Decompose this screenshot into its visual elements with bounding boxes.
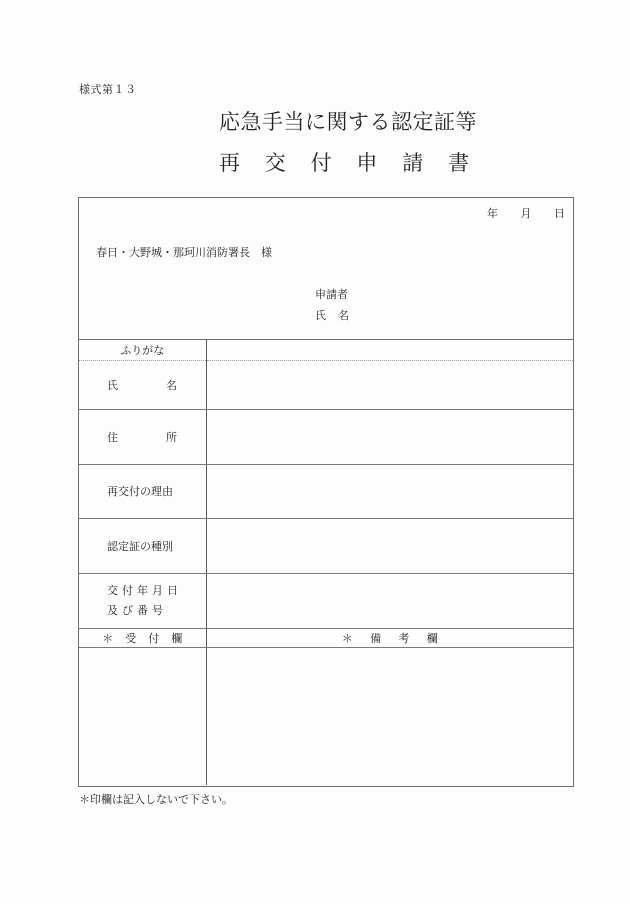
- reason-label: 再交付の理由: [79, 464, 206, 518]
- row-certificate-type: [79, 518, 573, 573]
- title-sub: [219, 147, 469, 177]
- form-number: 様式第１３: [79, 83, 137, 96]
- title-sub-char: 請: [402, 151, 424, 175]
- title-main: 応急手当に関する認定証等: [219, 110, 477, 134]
- certificate-type-blank: [206, 518, 573, 573]
- title-sub-char: 付: [310, 151, 332, 175]
- title-sub-char: 申: [356, 151, 378, 175]
- header-block: [79, 198, 573, 340]
- fields-table: [79, 340, 573, 785]
- issue-date-blank: [206, 573, 573, 628]
- title-sub-char: 交: [264, 151, 286, 175]
- reason-blank: [206, 464, 573, 518]
- applicant-name-label: 氏 名: [315, 309, 349, 322]
- date-year-label: 年: [487, 207, 498, 220]
- row-office-headings: [79, 628, 573, 647]
- row-name: [79, 360, 573, 409]
- row-reason: [79, 464, 573, 518]
- certificate-type-label: 認定証の種別: [79, 518, 206, 573]
- row-address: [79, 409, 573, 464]
- reception-blank: [79, 647, 206, 785]
- address-blank: [206, 409, 573, 464]
- title-sub-char: 再: [219, 151, 240, 175]
- date-month-label: 月: [520, 207, 532, 220]
- date-line: [487, 205, 565, 221]
- remarks-heading: ＊ 備 考 欄: [206, 628, 573, 647]
- row-furigana: [79, 340, 573, 360]
- issue-date-label: 交付年月日 及び番号: [79, 573, 206, 628]
- form-frame: [78, 197, 574, 787]
- footnote: ＊印欄は記入しないで下さい。: [79, 793, 233, 806]
- reception-heading: ＊ 受 付 欄: [79, 628, 206, 647]
- addressee: 春日・大野城・那珂川消防署長 様: [96, 246, 272, 259]
- applicant-block: [315, 284, 349, 326]
- furigana-label: ふりがな: [79, 340, 206, 360]
- date-day-label: 日: [554, 207, 565, 220]
- furigana-blank: [206, 340, 573, 360]
- title-sub-char: 書: [447, 151, 469, 175]
- applicant-label: 申請者: [315, 288, 348, 301]
- row-office-use: [79, 647, 573, 785]
- name-label: 氏 名: [79, 360, 206, 409]
- address-label: 住 所: [79, 409, 206, 464]
- row-issue-date: [79, 573, 573, 628]
- remarks-blank: [206, 647, 573, 785]
- name-blank: [206, 360, 573, 409]
